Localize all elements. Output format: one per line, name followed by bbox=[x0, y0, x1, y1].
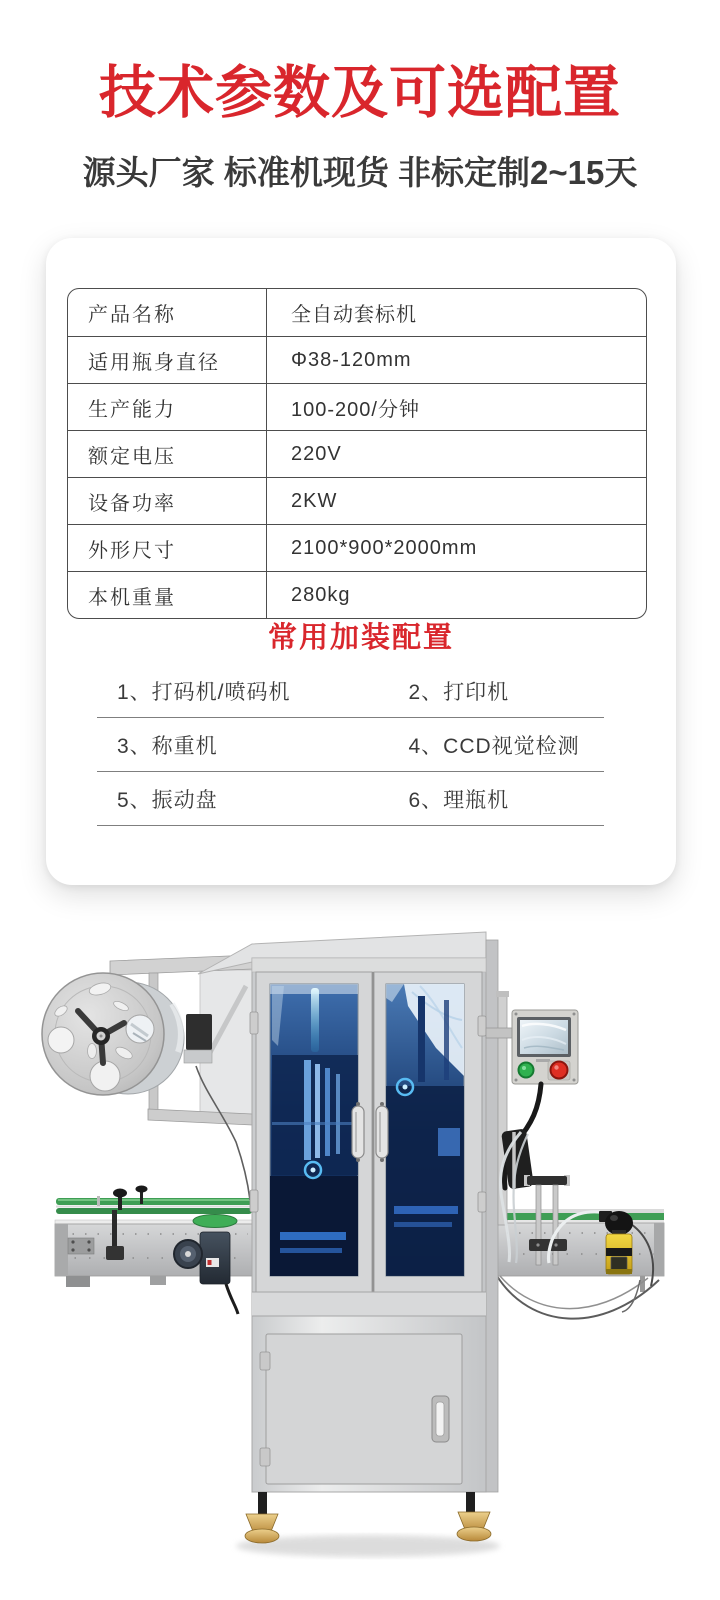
spec-label: 外形尺寸 bbox=[68, 525, 267, 571]
table-row bbox=[68, 336, 646, 383]
list-item bbox=[97, 772, 604, 826]
spec-label: 产品名称 bbox=[68, 289, 267, 336]
addons-list bbox=[97, 664, 604, 826]
turntable-disc bbox=[193, 1215, 237, 1228]
list-item bbox=[97, 718, 604, 772]
spec-label: 适用瓶身直径 bbox=[68, 337, 267, 383]
spec-label: 本机重量 bbox=[68, 572, 267, 618]
table-row bbox=[68, 383, 646, 430]
spec-value: 全自动套标机 bbox=[291, 304, 417, 326]
green-start-button bbox=[519, 1063, 534, 1078]
list-item bbox=[97, 664, 604, 718]
machine-photo bbox=[0, 900, 720, 1560]
spec-label: 生产能力 bbox=[68, 384, 267, 430]
spec-label: 额定电压 bbox=[68, 431, 267, 477]
spec-value: 220V bbox=[291, 442, 342, 465]
page-subtitle: 源头厂家 标准机现货 非标定制2~15天 bbox=[82, 154, 638, 191]
table-row bbox=[68, 477, 646, 524]
label-reel bbox=[42, 973, 184, 1095]
addon-item: 6、理瓶机 bbox=[408, 788, 510, 812]
spec-value: 2100*900*2000mm bbox=[291, 536, 478, 559]
spec-label: 设备功率 bbox=[68, 478, 267, 524]
addon-item: 5、振动盘 bbox=[117, 788, 218, 812]
addon-item: 1、打码机/喷码机 bbox=[117, 680, 291, 704]
spec-value: 100-200/分钟 bbox=[291, 398, 420, 421]
addon-item: 2、打印机 bbox=[408, 680, 510, 704]
addon-item: 4、CCD视觉检测 bbox=[408, 734, 580, 758]
table-row bbox=[68, 289, 646, 336]
addons-heading: 常用加装配置 bbox=[267, 622, 454, 654]
table-row bbox=[68, 430, 646, 477]
spec-table bbox=[67, 288, 647, 619]
conveyor-left bbox=[55, 1186, 252, 1315]
table-row bbox=[68, 571, 646, 618]
page-title: 技术参数及可选配置 bbox=[99, 61, 621, 125]
spec-card bbox=[46, 238, 676, 885]
table-row bbox=[68, 524, 646, 571]
spec-value: 280kg bbox=[291, 583, 351, 606]
addon-item: 3、称重机 bbox=[117, 734, 218, 758]
spec-value: 2KW bbox=[291, 489, 338, 512]
red-stop-button bbox=[551, 1062, 568, 1079]
spec-value: Φ38-120mm bbox=[291, 348, 412, 371]
lower-cabinet-door bbox=[260, 1334, 462, 1484]
